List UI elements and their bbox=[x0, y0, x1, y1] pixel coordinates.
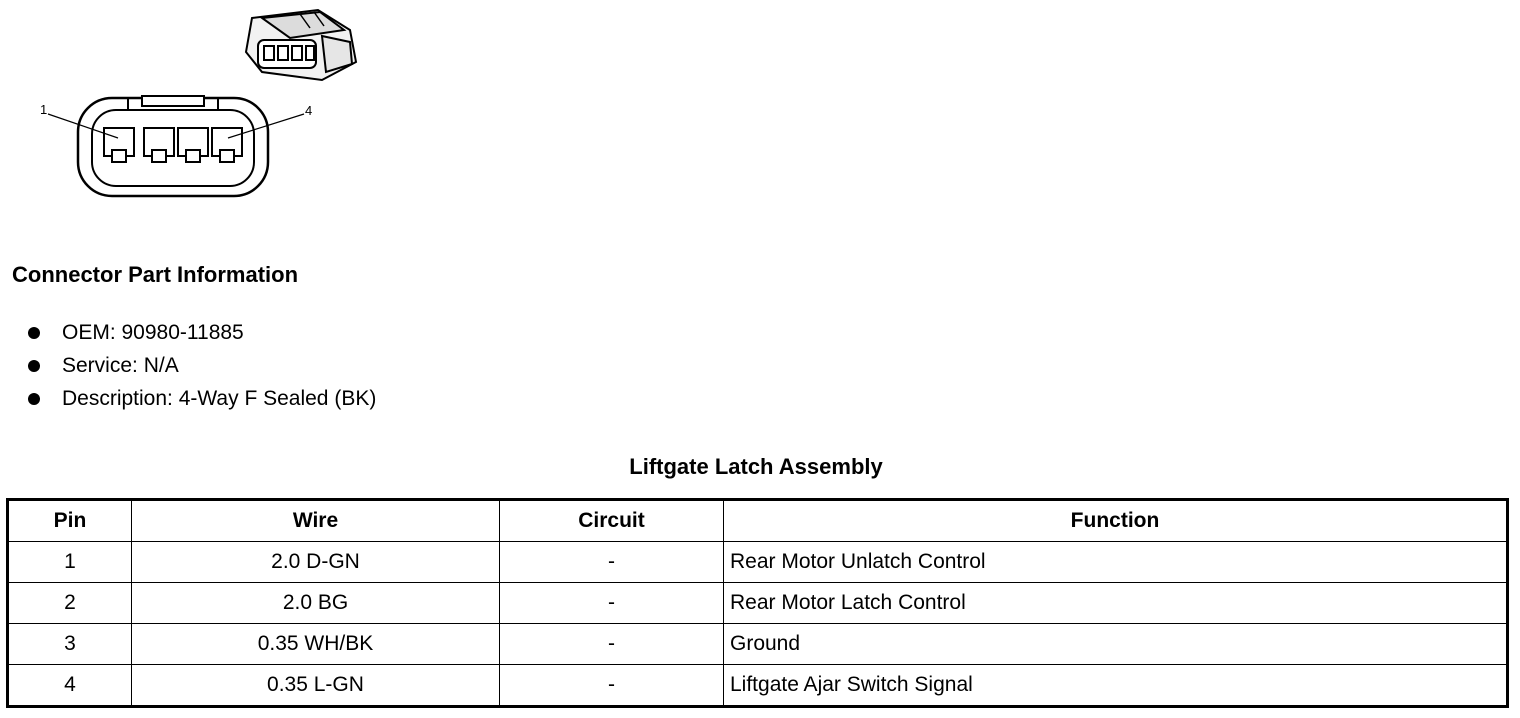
list-item bbox=[28, 384, 376, 417]
cell-function: Rear Motor Unlatch Control bbox=[724, 542, 1508, 583]
cell-circuit: - bbox=[500, 665, 724, 707]
cell-pin: 4 bbox=[8, 665, 132, 707]
connector-3d-illustration bbox=[246, 10, 356, 80]
cell-pin: 1 bbox=[8, 542, 132, 583]
table-row bbox=[8, 665, 1508, 707]
bullet-icon bbox=[28, 327, 40, 339]
table-header-row bbox=[8, 500, 1508, 542]
pinout-table bbox=[6, 498, 1509, 708]
cell-circuit: - bbox=[500, 583, 724, 624]
part-info-list bbox=[28, 318, 376, 417]
cell-function: Ground bbox=[724, 624, 1508, 665]
pin-4-label: 4 bbox=[305, 103, 313, 118]
part-info-heading: Connector Part Information bbox=[12, 262, 299, 287]
cell-wire: 0.35 WH/BK bbox=[132, 624, 500, 665]
header-function: Function bbox=[724, 500, 1508, 542]
oem-value: OEM: 90980-11885 bbox=[62, 321, 244, 344]
cell-circuit: - bbox=[500, 624, 724, 665]
table-title: Liftgate Latch Assembly bbox=[629, 454, 883, 479]
cell-pin: 2 bbox=[8, 583, 132, 624]
cell-circuit: - bbox=[500, 542, 724, 583]
cell-function: Rear Motor Latch Control bbox=[724, 583, 1508, 624]
connector-face-view bbox=[48, 96, 304, 196]
header-pin: Pin bbox=[8, 500, 132, 542]
bullet-icon bbox=[28, 360, 40, 372]
list-item bbox=[28, 351, 376, 384]
bullet-icon bbox=[28, 393, 40, 405]
table-row bbox=[8, 542, 1508, 583]
connector-diagram bbox=[0, 0, 420, 230]
description-value: Description: 4-Way F Sealed (BK) bbox=[62, 387, 377, 410]
cell-function: Liftgate Ajar Switch Signal bbox=[724, 665, 1508, 707]
header-circuit: Circuit bbox=[500, 500, 724, 542]
cell-pin: 3 bbox=[8, 624, 132, 665]
cell-wire: 0.35 L-GN bbox=[132, 665, 500, 707]
cell-wire: 2.0 BG bbox=[132, 583, 500, 624]
table-row bbox=[8, 624, 1508, 665]
header-wire: Wire bbox=[132, 500, 500, 542]
table-row bbox=[8, 583, 1508, 624]
service-value: Service: N/A bbox=[62, 354, 179, 377]
cell-wire: 2.0 D-GN bbox=[132, 542, 500, 583]
pin-1-label: 1 bbox=[40, 102, 48, 117]
list-item bbox=[28, 318, 376, 351]
